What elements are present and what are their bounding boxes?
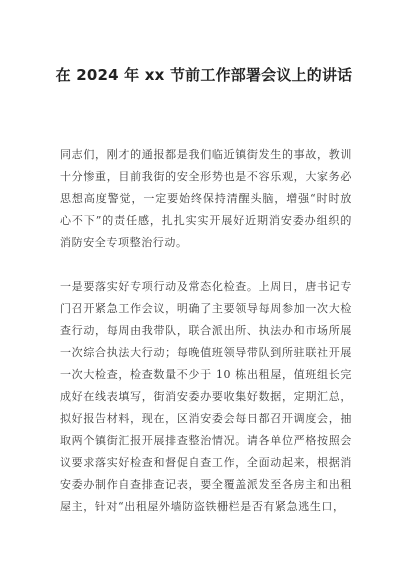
document-title: 在 2024 年 xx 节前工作部署会议上的讲话 xyxy=(55,66,353,84)
paragraph-intro: 同志们，刚才的通报都是我们临近镇街发生的事故，教训十分惨重，目前我街的安全形势也是不容乐观，大家务必思想高度警觉，一定要始终保持清醒头脑，增强“时时放心不下”的责任感，扎扎实实开展好近期消安委办组织的消防安全专项整治行动。 xyxy=(60,148,352,249)
paragraph-point-one: 一是要落实好专项行动及常态化检查。上周日，唐书记专门召开紧急工作会议，明确了主要领导每周参加一次大检查行动，每周由我带队，联合派出所、执法办和市场所展一次综合执法大行动；每晚值班领导带队到所驻联社开展一次大检查，检查数量不少于 10 栋出租屋，值班组长完成好在线表填写，街消安委办要收集好数据，定期汇总，拟好报告材料，现在，区消安委会每日都召开调度会，抽取两个镇街汇报开展排查整治情况。请各单位严格按照会议要求落实好检查和督促自查工作，全面动起来，根据消安委办制作自查排查记表，要全覆盖派发至各房主和出租屋主，针对“出租屋外墙防盗铁栅栏是否有紧急逃生口， xyxy=(60,280,352,513)
